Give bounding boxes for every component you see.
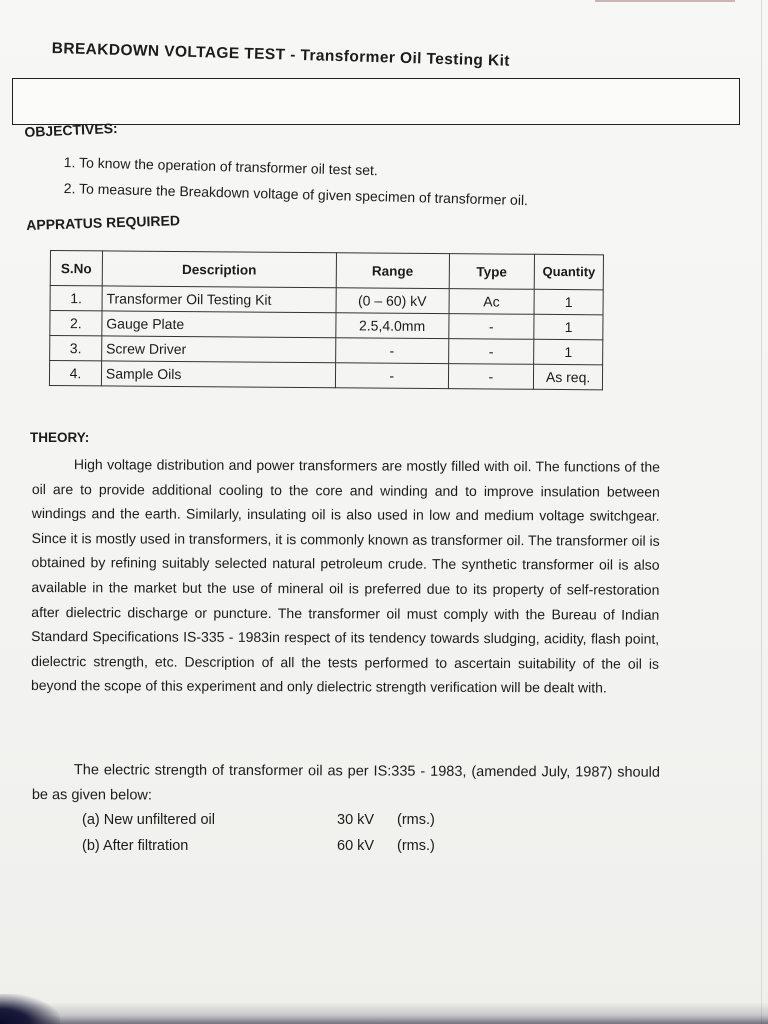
cell-sno: 2.	[50, 311, 102, 336]
table-header-row	[50, 251, 603, 290]
page-edge	[761, 0, 762, 1024]
cell-quantity: 1	[534, 314, 603, 340]
strength-value: 30 kV	[337, 812, 375, 828]
cell-type: -	[448, 339, 534, 365]
strength-unit: (rms.)	[397, 812, 435, 828]
strength-row	[82, 838, 482, 858]
strength-intro-paragraph	[32, 758, 660, 810]
cell-sno: 1.	[50, 286, 102, 311]
strength-label: (b) After filtration	[82, 838, 189, 854]
strength-value: 60 kV	[337, 838, 375, 854]
column-header-sno: S.No	[50, 251, 102, 286]
document-title: BREAKDOWN VOLTAGE TEST - Transformer Oil Testing Kit	[51, 40, 511, 70]
apparatus-table	[49, 250, 604, 390]
apparatus-heading: APPRATUS REQUIRED	[26, 212, 181, 233]
cell-quantity: As req.	[534, 364, 603, 390]
objective-item: 2. To measure the Breakdown voltage of given specimen of transformer oil.	[63, 180, 529, 209]
cell-description: Screw Driver	[102, 336, 336, 363]
cell-quantity: 1	[534, 289, 603, 315]
cell-type: -	[448, 364, 534, 390]
page-bottom-shadow	[0, 1002, 768, 1024]
cell-range: 2.5,4.0mm	[336, 313, 449, 339]
cell-description: Gauge Plate	[102, 311, 336, 338]
cell-range: -	[335, 363, 448, 389]
table-row	[49, 361, 602, 390]
cell-quantity: 1	[534, 339, 603, 365]
theory-paragraph-text: High voltage distribution and power transformers are mostly filled with oil. The functions of the oil are to provide additional cooling to the core and winding and to improve insulation between windings and the earth. Similarly, insulating oil is also used in low and medium voltage switchgear. Since it is mostly used in transformers, it is commonly known as transformer oil. The transformer oil is obtained by refining suitably selected natural petroleum crude. The synthetic transformer oil is also available in the market but the use of mineral oil is preferred due to its property of self-restoration after dielectric discharge or puncture. The transformer oil must comply with the Bureau of Indian Standard Specifications IS-335 - 1983in respect of its tendency towards sludging, acidity, flash point, dielectric strength, etc. Description of all the tests performed to ascertain suitability of the oil is beyond the scope of this experiment and only dielectric strength verification will be dealt with.	[30, 456, 660, 696]
cell-description: Transformer Oil Testing Kit	[102, 286, 336, 313]
column-header-range: Range	[336, 253, 449, 289]
cell-sno: 4.	[49, 361, 101, 386]
cell-type: -	[448, 314, 534, 340]
blank-box	[12, 78, 740, 125]
cell-type: Ac	[449, 289, 535, 315]
page-corner-shadow	[0, 994, 60, 1024]
theory-paragraph	[31, 452, 660, 701]
objective-item: 1. To know the operation of transformer oil test set.	[63, 154, 379, 179]
cell-range: (0 – 60) kV	[336, 288, 449, 314]
strength-label: (a) New unfiltered oil	[82, 812, 215, 828]
cell-description: Sample Oils	[101, 361, 335, 388]
strength-row	[82, 812, 482, 832]
column-header-type: Type	[449, 254, 535, 290]
column-header-description: Description	[102, 251, 336, 288]
strength-unit: (rms.)	[397, 838, 435, 854]
cell-sno: 3.	[50, 336, 102, 361]
strength-intro-text: The electric strength of transformer oil as per IS:335 - 1983, (amended July, 1987) should be as given below:	[31, 762, 660, 804]
theory-heading: THEORY:	[30, 430, 90, 445]
cell-range: -	[335, 338, 448, 364]
objectives-heading: OBJECTIVES:	[24, 119, 118, 140]
column-header-quantity: Quantity	[534, 254, 603, 290]
page-edge-mark	[595, 0, 735, 2]
